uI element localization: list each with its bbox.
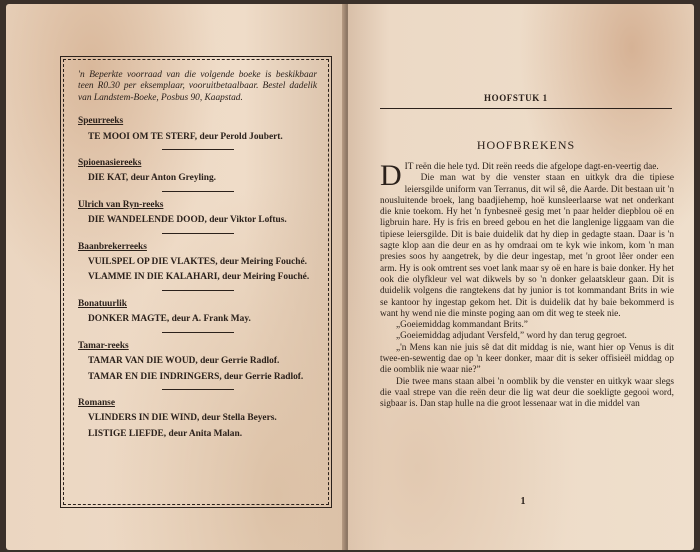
book-list <box>63 59 329 505</box>
chapter-label: HOOFSTUK 1 <box>484 93 548 103</box>
book-entry: VLINDERS IN DIE WIND, deur Stella Beyers. <box>88 413 277 424</box>
book-entry: TE MOOI OM TE STERF, deur Perold Joubert. <box>88 131 283 142</box>
book-entry: DIE WANDELENDE DOOD, deur Viktor Loftus. <box>88 215 287 226</box>
book-entry: DIE KAT, deur Anton Greyling. <box>88 173 216 184</box>
paragraph: „'n Mens kan nie juis sê dat dit middag is nie, want hier op Venus is dit twee-en-sewentig dae op 'n keer donker, maar dit is seker offisieël middag op die oomblik nie waar nie?” <box>380 342 674 376</box>
series-title: Bonatuurlik <box>78 298 127 309</box>
book-entry: TAMAR VAN DIE WOUD, deur Gerrie Radlof. <box>88 356 280 367</box>
left-page <box>6 4 346 550</box>
page-number: 1 <box>520 496 526 507</box>
series-title: Spioenasiereeks <box>78 158 142 169</box>
series-divider <box>162 290 234 291</box>
series-title: Baanbrekerreeks <box>78 241 147 252</box>
series-divider <box>162 332 234 333</box>
book-entry: TAMAR EN DIE INDRINGERS, deur Gerrie Radlof. <box>88 371 304 382</box>
book-entry: DONKER MAGTE, deur A. Frank May. <box>88 314 251 325</box>
series-title: Speurreeks <box>78 116 124 127</box>
paragraph: Die twee mans staan albei 'n oomblik by die venster en uitkyk waar slegs die vaal strepe van die reën deur die lig wat deur die soekligte gegooi word, sigbaar is. Dan stap hulle na die groot lessenaar wat in die middel van <box>380 376 674 410</box>
chapter-title: HOOFBREKENS <box>476 138 576 152</box>
book-entry: LISTIGE LIEFDE, deur Anita Malan. <box>88 428 243 439</box>
right-page <box>348 4 694 550</box>
book-entry: VLAMME IN DIE KALAHARI, deur Meiring Fouché. <box>88 272 310 283</box>
series-divider <box>162 191 234 192</box>
series-title: Romanse <box>78 397 115 408</box>
series-title: Ulrich van Ryn-reeks <box>78 199 164 210</box>
series-list <box>78 116 317 440</box>
paragraph: „Goeiemiddag kommandant Brits.” <box>396 320 528 331</box>
book-entry: VUILSPEL OP DIE VLAKTES, deur Meiring Fouché. <box>88 257 307 268</box>
paragraph: „Goeiemiddag adjudant Versfeld,” word hy dan terug gegroet. <box>396 331 627 342</box>
series-divider <box>162 149 234 150</box>
intro-text: 'n Beperkte voorraad van die volgende boeke is beskikbaar teen R0.30 per eksemplaar, vooruitbetaalbaar. Bestel dadelik van Landstem-Boeke, Posbus 90, Kaapstad. <box>78 70 317 103</box>
paragraph: Die man wat by die venster staan en uitkyk dra die tipiese leiersgilde uniform van Terranus, dit wil sê, die Aarde. Dit bestaan uit 'n nousluitende broek, lang baadjiehemp, hoë kunsleerlaarse wat net onderkant die knie toekom. Hy het 'n fynbesneë gesig met 'n paar helder diepblou oë en ligbruin hare. Hy is fris en breed gebou en het die langlenige liggaam van die tipiese leiersgilde. Dit is baie duidelik dat hy diep in gedagte staan. Daar is 'n sagte klop aan die deur en as hy omdraai om te kyk wie inkom, kom 'n man presies soos hy aangetrek, by die deur ingestap, met 'n groot lêer onder een arm. Hy is ook omtrent ses voet lank maar sy oë en hare is baie donker. Hy het ook die olyfkleur vel wat dikwels by so 'n donker gelaatskleur gaan. Dit is duidelik volgens die rangtekens dat hy junior is tot kommandant Brits in wie se kantoor hy ingestap gekom het. Dit is duidelik dat hy baie bekommerd is want hy wend nie die minste poging aan om dit weg te steek nie. <box>380 173 674 319</box>
series-title: Tamar-reeks <box>78 340 129 351</box>
chapter-body <box>380 159 674 411</box>
series-divider <box>162 233 234 234</box>
paragraph: IT reën die hele tyd. Dit reën reeds die afgelope dagt-en-veertig dae. <box>404 162 659 172</box>
drop-cap: D <box>380 159 402 192</box>
series-divider <box>162 389 234 390</box>
book-list-frame <box>60 56 332 508</box>
chapter-divider <box>380 108 672 109</box>
